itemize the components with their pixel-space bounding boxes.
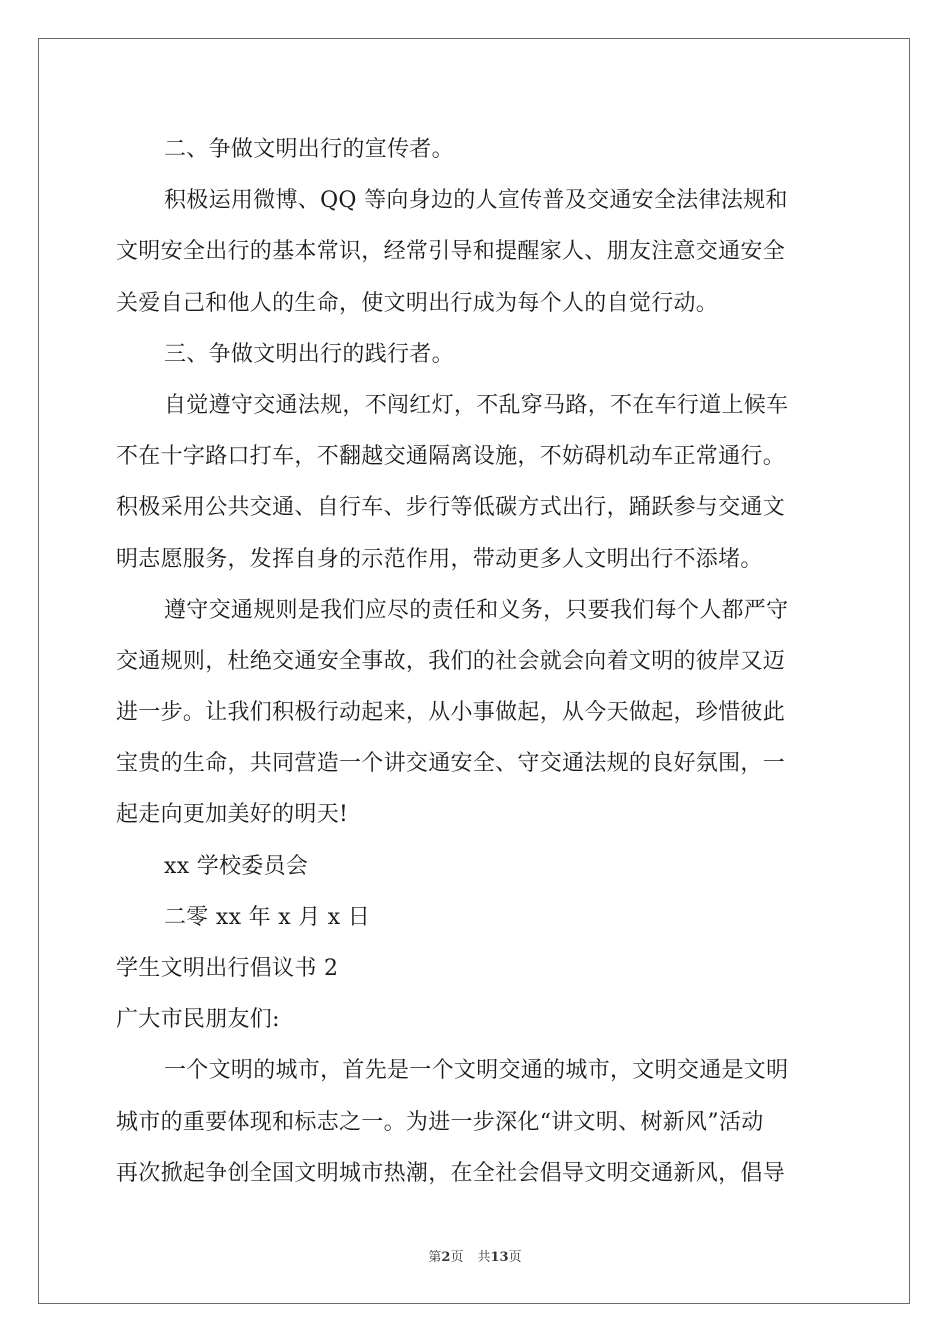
paragraph-line: 关爱自己和他人的生命，使文明出行成为每个人的自觉行动。 [116,290,719,316]
document-body [116,124,836,1199]
total-unit: 页 [508,1250,522,1265]
total-pages: 13 [490,1250,509,1265]
paragraph-line: 起走向更加美好的明天! [116,802,349,828]
paragraph-line: 再次掀起争创全国文明城市热潮，在全社会倡导文明交通新风，倡导 [116,1160,786,1186]
signature-organization: xx 学校委员会 [164,853,309,879]
signature-date: 二零 xx 年 x 月 x 日 [164,904,371,930]
paragraph-line: 明志愿服务，发挥自身的示范作用，带动更多人文明出行不添堵。 [116,546,763,572]
paragraph-line: 城市的重要体现和标志之一。为进一步深化“讲文明、树新风”活动 [116,1109,764,1135]
paragraph-line: 文明安全出行的基本常识，经常引导和提醒家人、朋友注意交通安全 [116,239,786,265]
paragraph-line: 积极采用公共交通、自行车、步行等低碳方式出行，踊跃参与交通文 [116,495,786,521]
page-prefix: 第 [428,1250,442,1265]
heading-propagator: 二、争做文明出行的宣传者。 [164,137,454,162]
paragraph-line: 遵守交通规则是我们应尽的责任和义务，只要我们每个人都严守 [164,597,789,623]
page-footer [0,1246,950,1265]
heading-practitioner: 三、争做文明出行的践行者。 [164,341,454,367]
paragraph-line: 宝贵的生命，共同营造一个讲交通安全、守交通法规的良好氛围，一 [116,751,786,777]
page-number: 2 [441,1250,451,1265]
paragraph-line: 积极运用微博、QQ 等向身边的人宣传普及交通安全法律法规和 [164,188,788,214]
paragraph-line: 自觉遵守交通法规，不闯红灯，不乱穿马路，不在车行道上候车 [164,392,789,418]
paragraph-line: 不在十字路口打车，不翻越交通隔离设施，不妨碍机动车正常通行。 [116,444,786,470]
total-prefix: 共 [477,1250,491,1265]
paragraph-line: 进一步。让我们积极行动起来，从小事做起，从今天做起，珍惜彼此 [116,700,786,726]
section-title: 学生文明出行倡议书 2 [116,956,339,981]
paragraph-line: 交通规则，杜绝交通安全事故，我们的社会就会向着文明的彼岸又迈 [116,648,786,674]
page-unit: 页 [450,1250,464,1265]
salutation: 广大市民朋友们: [116,1007,280,1033]
paragraph-line: 一个文明的城市，首先是一个文明交通的城市，文明交通是文明 [164,1058,789,1084]
